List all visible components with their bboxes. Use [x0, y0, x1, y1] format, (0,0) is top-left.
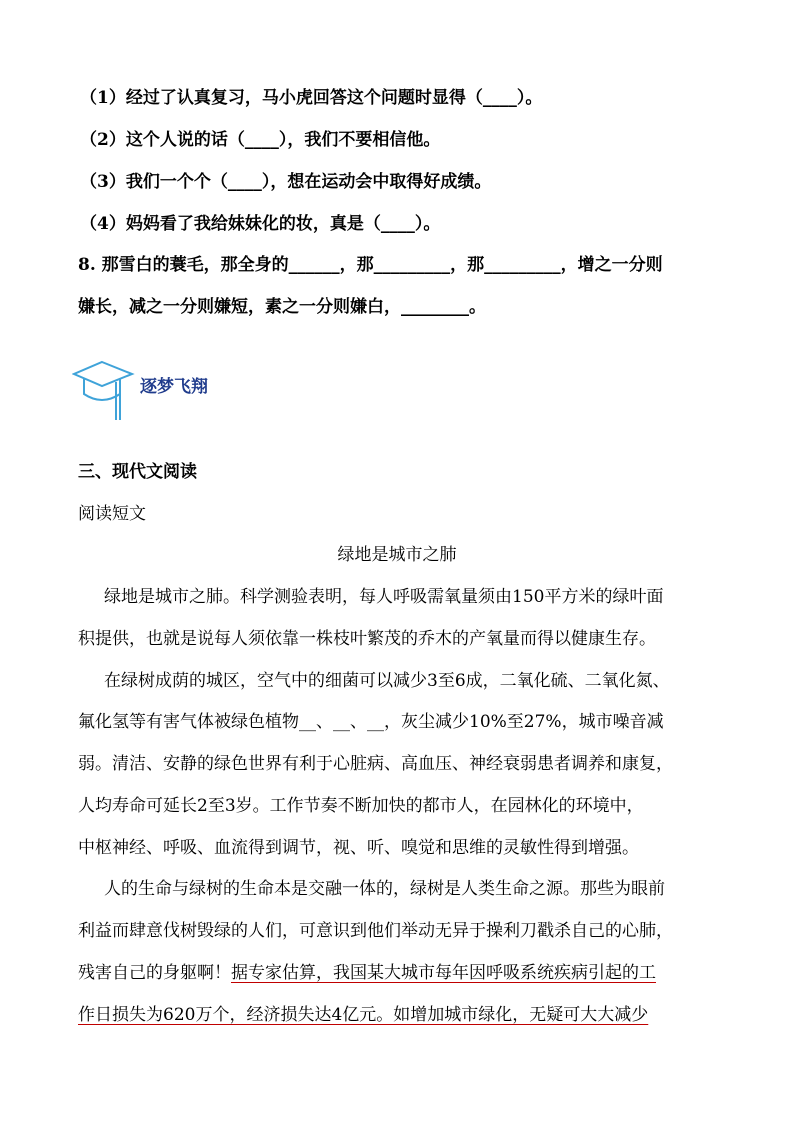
paragraph-3-line-3: [78, 961, 656, 985]
underlined-sentence-part-1: 据专家估算，我国某大城市每年因呼吸系统疾病引起的工: [231, 963, 656, 983]
section-banner-label: 逐梦飞翔: [140, 377, 208, 397]
question-8-line-1: 8. 那雪白的蓑毛，那全身的______，那_________，那_________，增之一分则: [78, 255, 663, 275]
paragraph-2-line-5: 中枢神经、呼吸、血流得到调节，视、听、嗅觉和思维的灵敏性得到增强。: [78, 838, 639, 858]
question-7-1: （1）经过了认真复习，马小虎回答这个问题时显得（____）。: [80, 88, 543, 108]
question-8-line-2: 嫌长，减之一分则嫌短，素之一分则嫌白，________。: [78, 297, 486, 317]
paragraph-3-line-4: [78, 1003, 648, 1027]
paragraph-2-line-2: 氟化氢等有害气体被绿色植物__、__、__，灰尘减少10%至27%，城市噪音减: [78, 712, 664, 732]
paragraph-1-line-2: 积提供，也就是说每人须依靠一株枝叶繁茂的乔木的产氧量而得以健康生存。: [78, 629, 656, 649]
section-heading: 三、现代文阅读: [78, 462, 197, 482]
paragraph-3-line-3-plain: 残害自己的身躯啊！: [78, 963, 231, 983]
underlined-sentence-part-2: 作日损失为620万个，经济损失达4亿元。如增加城市绿化，无疑可大大减少: [78, 1005, 649, 1025]
paragraph-2-line-4: 人均寿命可延长2至3岁。工作节奏不断加快的都市人，在园林化的环境中，: [78, 796, 644, 816]
paragraph-3-line-1: 人的生命与绿树的生命本是交融一体的，绿树是人类生命之源。那些为眼前: [104, 879, 665, 899]
paragraph-2-line-1: 在绿树成荫的城区，空气中的细菌可以减少3至6成，二氧化硫、二氧化氮、: [104, 671, 670, 691]
paragraph-3-line-2: 利益而肆意伐树毁绿的人们，可意识到他们举动无异于操利刀戳杀自己的心肺，: [78, 921, 673, 941]
graduation-cap-icon: [72, 358, 136, 426]
paragraph-2-line-3: 弱。清洁、安静的绿色世界有利于心脏病、高血压、神经衰弱患者调养和康复，: [78, 754, 673, 774]
question-7-3: （3）我们一个个（____），想在运动会中取得好成绩。: [80, 172, 492, 192]
reading-instruction: 阅读短文: [78, 504, 146, 524]
question-7-4: （4）妈妈看了我给妹妹化的妆，真是（____）。: [80, 214, 441, 234]
reading-title: 绿地是城市之肺: [337, 545, 457, 565]
question-7-2: （2）这个人说的话（____），我们不要相信他。: [80, 130, 441, 150]
paragraph-1-line-1: 绿地是城市之肺。科学测验表明，每人呼吸需氧量须由150平方米的绿叶面: [104, 587, 664, 607]
